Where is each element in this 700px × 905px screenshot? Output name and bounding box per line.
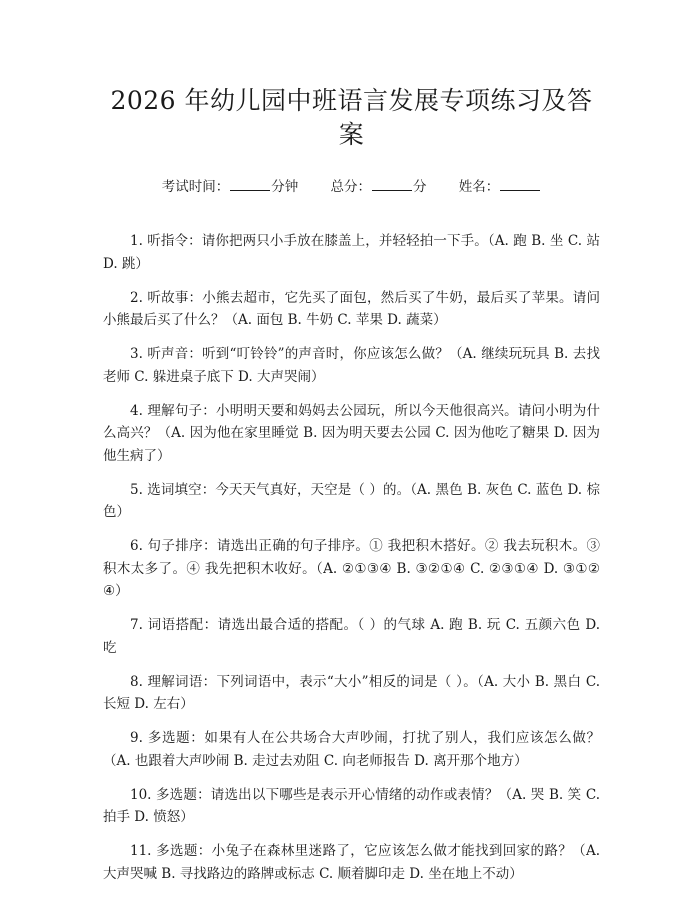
question-4: 4. 理解句子：小明明天要和妈妈去公园玩，所以今天他很高兴。请问小明为什么高兴？（A. 因为他在家里睡觉 B. 因为明天要去公园 C. 因为他吃了糖果 D. 因为他生病了）: [103, 402, 600, 464]
student-name-label: 姓名：: [458, 179, 500, 195]
question-list: [103, 230, 600, 885]
exam-time-unit: 分钟: [271, 179, 299, 195]
question-2: 2. 听故事：小熊去超市，它先买了面包，然后买了牛奶，最后买了苹果。请问小熊最后买了什么？（A. 面包 B. 牛奶 C. 苹果 D. 蔬菜）: [103, 289, 600, 328]
total-score-label: 总分：: [330, 179, 371, 195]
question-3: 3. 听声音：听到“叮铃铃”的声音时，你应该怎么做？（A. 继续玩玩具 B. 去找老师 C. 躲进桌子底下 D. 大声哭闹）: [103, 346, 600, 385]
total-score-unit: 分: [413, 179, 427, 195]
total-score-field: [331, 176, 427, 197]
question-9: 9. 多选题：如果有人在公共场合大声吵闹，打扰了别人，我们应该怎么做？（A. 也跟着大声吵闹 B. 走过去劝阻 C. 向老师报告 D. 离开那个地方）: [103, 730, 600, 769]
question-5: 5. 选词填空：今天天气真好，天空是（ ）的。（A. 黑色 B. 灰色 C. 蓝色 D. 棕色）: [103, 481, 600, 520]
exam-time-field: [162, 176, 299, 197]
exam-time-label: 考试时间：: [161, 179, 230, 195]
question-8: 8. 理解词语：下列词语中，表示“大小”相反的词是（ ）。（A. 大小 B. 黑白 C. 长短 D. 左右）: [103, 673, 600, 712]
student-name-blank: [500, 176, 540, 191]
question-10: 10. 多选题：请选出以下哪些是表示开心情绪的动作或表情？（A. 哭 B. 笑 C. 拍手 D. 愤怒）: [103, 786, 600, 825]
question-1: 1. 听指令：请你把两只小手放在膝盖上，并轻轻拍一下手。（A. 跑 B. 坐 C. 站 D. 跳）: [103, 233, 600, 272]
total-score-blank: [372, 176, 412, 191]
question-6: 6. 句子排序：请选出正确的句子排序。① 我把积木搭好。② 我去玩积木。③ 积木太多了。④ 我先把积木收好。（A. ②①③④ B. ③②①④ C. ②③①④ D. ③①②④）: [103, 538, 600, 599]
page-title: 2026 年幼儿园中班语言发展专项练习及答案: [110, 86, 593, 149]
student-name-field: [459, 176, 542, 197]
question-11: 11. 多选题：小兔子在森林里迷路了，它应该怎么做才能找到回家的路？（A. 大声哭喊 B. 寻找路边的路牌或标志 C. 顺着脚印走 D. 坐在地上不动）: [103, 843, 600, 882]
exam-info: [103, 176, 600, 197]
question-7: 7. 词语搭配：请选出最合适的搭配。（ ）的气球 A. 跑 B. 玩 C. 五颜六色 D. 吃: [103, 617, 600, 656]
exam-time-blank: [230, 176, 270, 191]
